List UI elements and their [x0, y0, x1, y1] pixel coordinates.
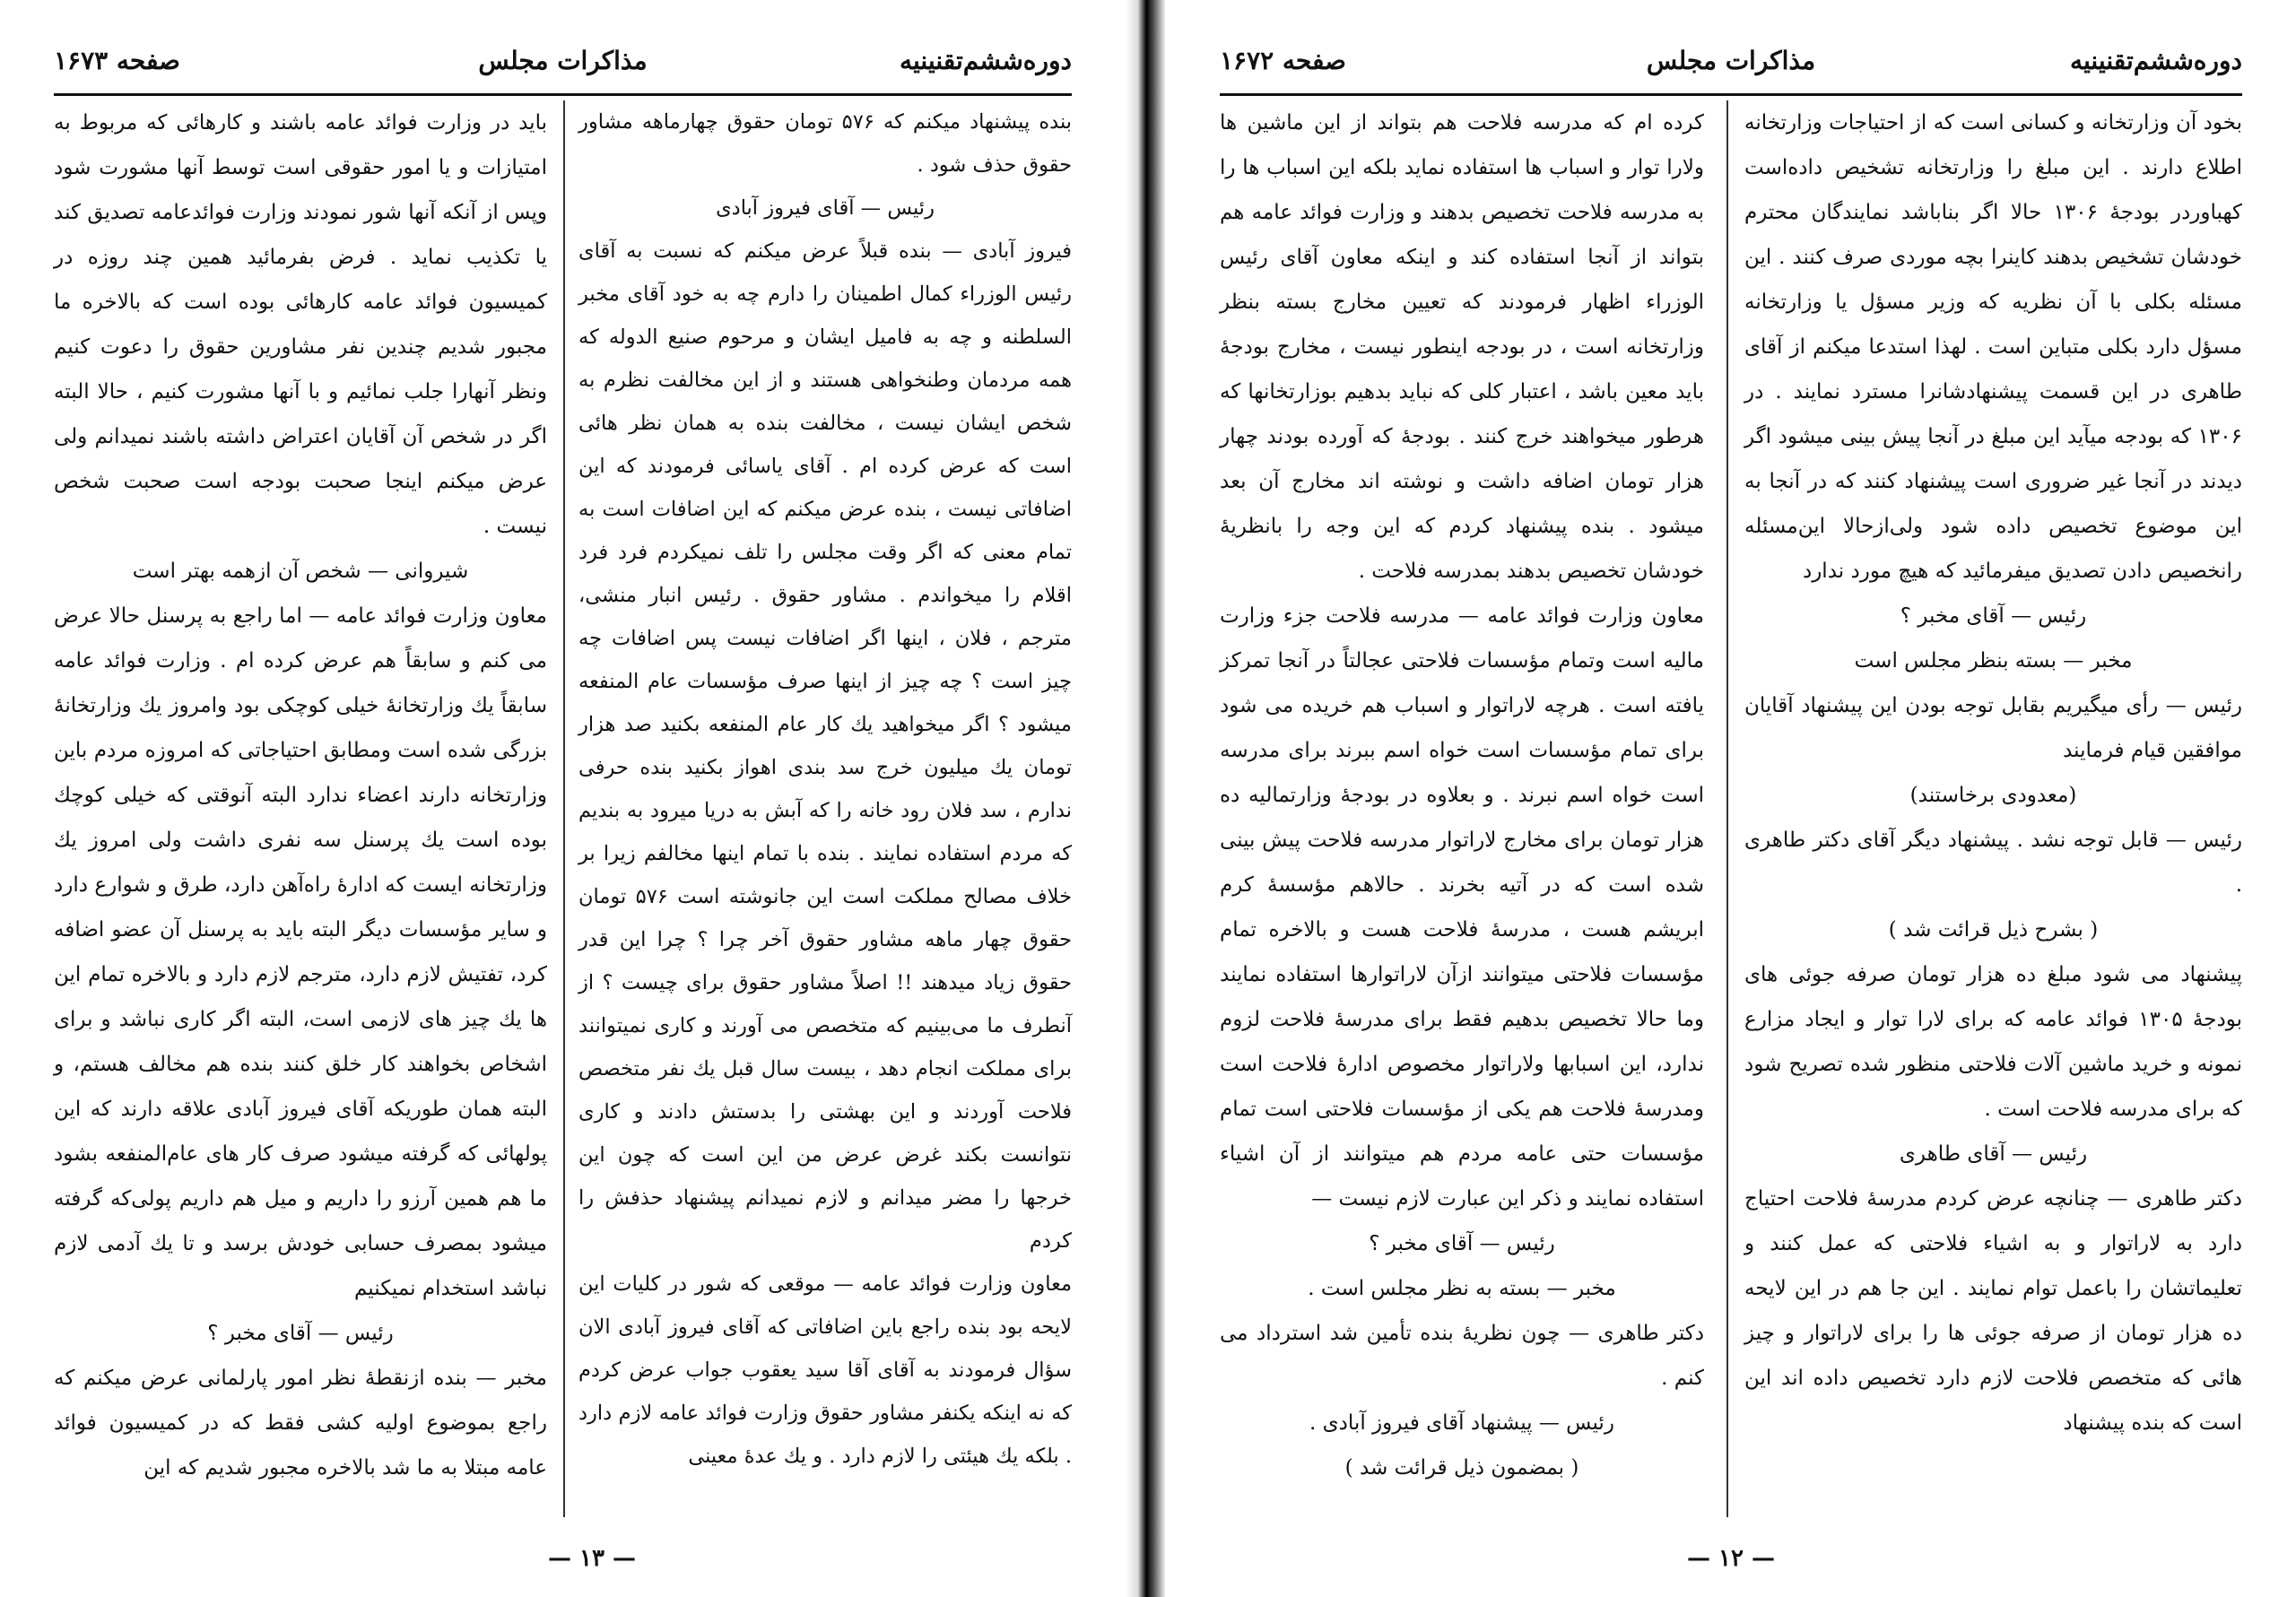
paragraph: باید در وزارت فوائد عامه باشند و کارهائی که مربوط به امتیازات و یا امور حقوقی است توسط آنها مشورت شود وپس از آنکه آنها شور نمودند وزارت فوائدعامه تصدیق کند یا تکذیب نماید . فرض بفرمائید همین چند روزه در کمیسیون فوائد عامه کارهائی بوده است که بالاخره ما مجبور شدیم چندین نفر مشاورین حقوق را دعوت کنیم ونظر آنهارا جلب نمائیم و با آنها مشورت کنیم ، حالا البته اگر در شخص آن آقایان اعتراض داشته باشند نمیدانم ولی عرض میکنم اینجا صحبت بودجه است صحبت شخص نیست .	[54, 111, 547, 538]
left-page-column-left	[54, 100, 547, 1490]
right-header-rule	[1220, 93, 2242, 96]
paragraph: معاون وزارت فوائد عامه — مدرسه فلاحت جزء وزارت مالیه است وتمام مؤسسات فلاحتی عجالتاً در آنجا تمرکز یافته است . هرچه لاراتوار و اسباب هم خریده می شود برای تمام مؤسسات است خواه اسم ببرند برای مدرسه است خواه اسم نبرند . و بعلاوه در بودجهٔ وزارتمالیه ده هزار تومان برای مخارج لاراتوار مدرسه فلاحت پیش بینی شده است که در آتیه بخرند . حالاهم مؤسسهٔ کرم ابریشم هست ، مدرسهٔ فلاحت هست و بالاخره تمام مؤسسات فلاحتی میتوانند ازآن لاراتوارها استفاده نمایند وما حالا تخصیص بدهیم فقط برای مدرسهٔ فلاحت لزوم ندارد، این اسبابها ولاراتوار مخصوص ادارهٔ فلاحت است ومدرسهٔ فلاحت هم یکی از مؤسسات فلاحتی است تمام مؤسسات حتی عامه مردم هم میتوانند از آن اشیاء استفاده نمایند و ذکر این عبارت لازم نیست —	[1220, 604, 1704, 1211]
left-header-rule	[54, 93, 1072, 96]
note-line: ( بمضمون ذیل قرائت شد )	[1344, 1456, 1579, 1480]
left-header-title: مذاکرات مجلس	[478, 46, 648, 75]
paragraph: دکتر طاهری — چون نظریهٔ بنده تأمین شد استرداد می کنم .	[1220, 1322, 1704, 1390]
paragraph: دکتر طاهری — چنانچه عرض کردم مدرسهٔ فلاحت احتیاج دارد به لاراتوار و به اشیاء فلاحتی که عمل کنند و تعلیماتشان را باعمل توام نمایند . این جا هم در این لایحه ده هزار تومان از صرفه جوئی ها را برای لاراتوار و چیز هائی که متخصص فلاحت لازم دارد تخصیص داده اند این است که بنده پیشنهاد	[1744, 1187, 2242, 1435]
left-header-session: دوره‌ششم‌تقنینیه	[899, 46, 1072, 75]
paragraph: رئیس — قابل توجه نشد . پیشنهاد دیگر آقای دکتر طاهری .	[1744, 829, 2242, 897]
right-page-column-right	[1744, 100, 2242, 1445]
right-header-page-label: صفحه ۱۶۷۲	[1220, 46, 1346, 75]
paragraph: معاون وزارت فوائد عامه — موقعی که شور در کلیات این لایحه بود بنده راجع باین اضافاتی که آقای فیروز آبادی الان سؤال فرمودند به آقای آقا سید یعقوب جواب عرض کردم که نه اینکه یکنفر مشاور حقوق وزارت فوائد عامه لازم دارد . بلکه یك هیئتی را لازم دارد . و یك عدهٔ معینی	[578, 1272, 1072, 1468]
paragraph: فیروز آبادی — بنده قبلاً عرض میکنم که نسبت به آقای رئیس الوزراء کمال اطمینان را دارم چه به خود آقای مخبر السلطنه و چه به فامیل ایشان و مرحوم صنیع الدوله که همه مردمان وطنخواهی هستند و از این مخالفت نظرم به شخص ایشان نیست ، مخالفت بنده به همان نظر هائی است که عرض کرده ام . آقای یاسائی فرمودند که این اضافاتی نیست ، بنده عرض میکنم که این اضافات است به تمام معنی که اگر وقت مجلس را تلف نمیکردم فرد فرد اقلام را میخواندم . مشاور حقوق . رئیس انبار منشی، مترجم ، فلان ، اینها اگر اضافات نیست پس اضافات چه چیز است ؟ چه چیز از اینها صرف مؤسسات عام المنفعه میشود ؟ اگر میخواهید یك كار عام المنفعه بكنید صد هزار تومان یك میلیون خرج سد بندی اهواز بکنید بنده حرفی ندارم ، سد فلان رود خانه را که آبش به دریا میرود به بندیم که مردم استفاده نمایند . بنده با تمام اینها مخالفم زیرا بر خلاف مصالح مملکت است این جانوشته است ۵۷۶ تومان حقوق چهار ماهه مشاور حقوق آخر چرا ؟ چرا این قدر حقوق زیاد میدهند !! اصلاً مشاور حقوق برای چیست ؟ از آنطرف ما می‌بینیم که متخصص می آورند و کاری نمیتوانند برای مملکت انجام دهد ، بیست سال قبل یك نفر متخصص فلاحت آوردند و این بهشتی را بدستش دادند و کاری نتوانست بکند غرض عرض من این است که چون این خرجها را مضر میدانم و لازم نمیدانم پیشنهاد حذفش را کردم	[578, 239, 1072, 1253]
speaker-line: شیروانی — شخص آن ازهمه بهتر است	[132, 560, 469, 583]
right-column-divider	[1726, 100, 1728, 1517]
note-line: ( بشرح ذیل قرائت شد )	[1888, 918, 2099, 942]
paragraph: کرده ام که مدرسه فلاحت هم بتواند از این ماشین ها ولارا توار و اسباب ها استفاده نماید بلکه این اسباب ها را به مدرسه فلاحت تخصیص بدهند و وزارت فوائد عامه هم بتواند از آنجا استفاده کند و اینکه معاون آقای رئیس الوزراء اظهار فرمودند که تعیین مخارج بسته بنظر وزارتخانه است ، در بودجه اینطور نیست ، مخارج بودجهٔ باید معین باشد ، اعتبار کلی که نباید بدهیم بوزارتخانها که هرطور میخواهند خرج کنند . بودجهٔ که آورده بودند چهار هزار تومان اضافه داشت و نوشته اند مخارج آن بعد میشود . بنده پیشنهاد کردم که این وجه را بانظریهٔ خودشان تخصیص بدهند بمدرسه فلاحت .	[1220, 111, 1704, 583]
right-page-header	[1220, 34, 2242, 88]
speaker-line: رئیس — آقای طاهری	[1899, 1142, 2088, 1166]
right-header-title: مذاکرات مجلس	[1646, 46, 1816, 75]
speaker-line: رئیس — آقای فیروز آبادی	[716, 196, 935, 220]
left-page-header	[54, 34, 1072, 88]
note-line: (معدودی برخاستند)	[1909, 784, 2077, 807]
paragraph: پیشنهاد می شود مبلغ ده هزار تومان صرفه جوئی های بودجهٔ ۱۳۰۵ فوائد عامه که برای لارا توار و ایجاد مزارع نمونه و خرید ماشین آلات فلاحتی منظور شده تصریح شود که برای مدرسه فلاحت است .	[1744, 963, 2243, 1121]
right-page	[1166, 0, 2296, 1597]
paragraph: معاون وزارت فوائد عامه — اما راجع به پرسنل حالا عرض می کنم و سابقاً هم عرض کرده ام . وزارت فوائد عامه سابقاً یك وزارتخانهٔ خیلی کوچکی بود وامروز یك وزارتخانهٔ بزرگی شده است ومطابق احتیاجاتی که امروزه مردم باین وزارتخانه دارند اعضاء ندارد البته آنوقتی که خیلی کوچك بوده است یك پرسنل سه نفری داشت ولی امروز یك وزارتخانه ایست که ادارهٔ راه‌آهن دارد، طرق و شوارع دارد و سایر مؤسسات دیگر البته باید به پرسنل آن عضو اضافه کرد، تفتیش لازم دارد، مترجم لازم دارد و بالاخره تمام این ها یك چیز های لازمی است، البته اگر کاری نباشد و برای اشخاص بخواهند کار خلق کنند بنده هم مخالف هستم، و البته همان طوریکه آقای فیروز آبادی علاقه دارند که این پولهائی که گرفته میشود صرف کار های عام‌المنفعه بشود ما هم همین آرزو را داریم و میل هم داریم پولی‌که گرفته میشود بمصرف حسابی خودش برسد و تا یك آدمی لازم نباشد استخدام نمیکنیم	[54, 604, 547, 1300]
paragraph: مخبر — بنده ازنقطهٔ نظر امور پارلمانی عرض میکنم که راجع بموضوع اولیه کشی فقط که در کمیسیون فوائد عامه مبتلا به ما شد بالاخره مجبور شدیم که این	[54, 1367, 547, 1480]
speaker-line: رئیس — آقای مخبر ؟	[1369, 1232, 1555, 1255]
paragraph: بخود آن وزارتخانه و کسانی است که از احتیاجات وزارتخانه اطلاع دارند . این مبلغ را وزارتخانه تشخیص داده‌است کهباوردر بودجهٔ ۱۳۰۶ حالا اگر بناباشد نمایندگان محترم خودشان تشخیص بدهند کاینرا بچه موردی صرف کنند . این مسئله بکلی با آن نظریه که وزیر مسؤل یا وزارتخانه مسؤل دارد بکلی متباین است . لهذا استدعا میکنم از آقای طاهری در این قسمت پیشنهادشانرا مسترد نمایند . در ۱۳۰۶ که بودجه میآید این مبلغ در آنجا پیش بینی میشود اگر دیدند در آنجا غیر ضروری است پیشنهاد کنند که در آنجا به این موضوع تخصیص داده شود ولی‌ازحالا این‌مسئله رانخصیص دادن تصدیق میفرمائید که هیچ مورد ندارد	[1744, 111, 2242, 583]
speaker-line: رئیس — آقای مخبر ؟	[207, 1322, 394, 1345]
left-page-number: — ۱۳ —	[547, 1545, 637, 1572]
speaker-line: مخبر — بسته به نظر مجلس است .	[1308, 1277, 1616, 1300]
left-page	[0, 0, 1126, 1597]
right-page-number: — ۱۲ —	[1686, 1545, 1776, 1572]
speaker-line: رئیس — پیشنهاد آقای فیروز آبادی .	[1309, 1411, 1614, 1435]
left-column-divider	[563, 100, 565, 1517]
left-page-column-right	[578, 100, 1072, 1478]
left-header-page-label: صفحه ۱۶۷۳	[54, 46, 180, 75]
right-page-column-left	[1220, 100, 1704, 1490]
book-gutter	[1126, 0, 1166, 1597]
speaker-line: مخبر — بسته بنظر مجلس است	[1854, 649, 2133, 673]
paragraph: بنده پیشنهاد میکنم که ۵۷۶ تومان حقوق چهارماهه مشاور حقوق حذف شود .	[578, 110, 1072, 177]
paragraph: رئیس — رأی میگیریم بقابل توجه بودن این پیشنهاد آقایان موافقین قیام فرمایند	[1744, 694, 2242, 762]
speaker-line: رئیس — آقای مخبر ؟	[1900, 604, 2087, 628]
right-header-session: دوره‌ششم‌تقنینیه	[2069, 46, 2242, 75]
